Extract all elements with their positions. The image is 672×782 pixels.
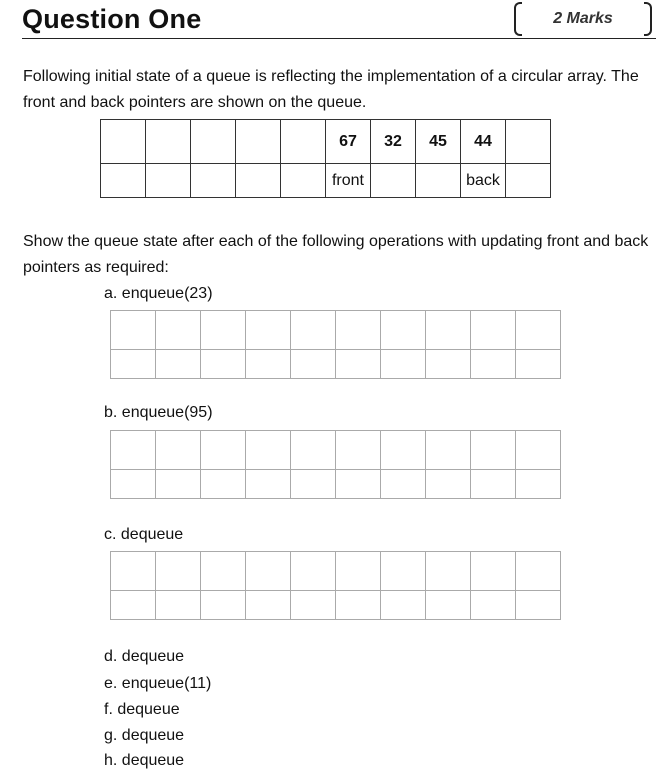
answer-cell — [471, 552, 516, 591]
answer-values-row — [111, 431, 561, 470]
answer-cell — [471, 591, 516, 620]
answer-cell — [246, 470, 291, 499]
answer-cell — [516, 591, 561, 620]
answer-cell — [111, 350, 156, 379]
queue-cell — [191, 120, 236, 164]
pointer-cell — [101, 164, 146, 198]
answer-cell — [246, 311, 291, 350]
answer-cell — [156, 591, 201, 620]
answer-cell — [516, 552, 561, 591]
answer-cell — [426, 552, 471, 591]
answer-cell — [381, 552, 426, 591]
answer-cell — [201, 552, 246, 591]
answer-cell — [201, 591, 246, 620]
queue-cell — [506, 120, 551, 164]
answer-cell — [156, 431, 201, 470]
queue-cell — [236, 120, 281, 164]
answer-cell — [336, 552, 381, 591]
answer-cell — [381, 591, 426, 620]
answer-cell — [426, 431, 471, 470]
answer-cell — [336, 350, 381, 379]
queue-cell: 45 — [416, 120, 461, 164]
answer-cell — [336, 470, 381, 499]
answer-cell — [471, 470, 516, 499]
answer-cell — [246, 431, 291, 470]
answer-cell — [426, 311, 471, 350]
answer-cell — [201, 431, 246, 470]
pointer-cell — [416, 164, 461, 198]
initial-queue-table — [100, 119, 551, 198]
pointer-cell: back — [461, 164, 506, 198]
answer-table-a — [110, 310, 561, 379]
operation-label: a. enqueue(23) — [104, 285, 213, 302]
instruction-paragraph: Show the queue state after each of the following operations with updating front and back pointers as required: — [23, 233, 649, 276]
queue-cell: 32 — [371, 120, 416, 164]
marks-badge — [514, 2, 652, 36]
answer-cell — [291, 552, 336, 591]
pointer-cell — [371, 164, 416, 198]
answer-cell — [111, 552, 156, 591]
operation-label: d. dequeue — [104, 648, 185, 665]
answer-cell — [336, 431, 381, 470]
question-title: Question One — [22, 4, 202, 34]
answer-pointers-row — [111, 591, 561, 620]
answer-cell — [381, 470, 426, 499]
answer-cell — [246, 591, 291, 620]
queue-cell — [281, 120, 326, 164]
answer-cell — [336, 311, 381, 350]
answer-cell — [516, 470, 561, 499]
answer-pointers-row — [111, 350, 561, 379]
operation-label: b. enqueue(95) — [104, 404, 213, 421]
answer-cell — [516, 311, 561, 350]
queue-cell: 67 — [326, 120, 371, 164]
queue-values-row — [101, 120, 551, 164]
answer-cell — [291, 311, 336, 350]
answer-cell — [156, 350, 201, 379]
answer-cell — [381, 311, 426, 350]
pointer-cell — [236, 164, 281, 198]
answer-cell — [111, 431, 156, 470]
answer-cell — [381, 350, 426, 379]
answer-cell — [336, 591, 381, 620]
intro-paragraph: Following initial state of a queue is reflecting the implementation of a circular array. The front and back pointers are shown on the queue. — [23, 68, 639, 111]
answer-cell — [516, 431, 561, 470]
answer-cell — [246, 350, 291, 379]
answer-cell — [156, 311, 201, 350]
answer-cell — [111, 591, 156, 620]
answer-cell — [156, 470, 201, 499]
answer-table-b — [110, 430, 561, 499]
queue-pointers-row — [101, 164, 551, 198]
queue-cell: 44 — [461, 120, 506, 164]
answer-cell — [516, 350, 561, 379]
answer-values-row — [111, 311, 561, 350]
operation-label: e. enqueue(11) — [104, 675, 212, 692]
answer-cell — [471, 350, 516, 379]
marks-label: 2 Marks — [553, 10, 613, 27]
pointer-cell — [191, 164, 236, 198]
answer-cell — [201, 470, 246, 499]
answer-cell — [426, 591, 471, 620]
answer-cell — [291, 591, 336, 620]
answer-cell — [471, 311, 516, 350]
answer-cell — [201, 311, 246, 350]
answer-cell — [111, 470, 156, 499]
answer-pointers-row — [111, 470, 561, 499]
answer-cell — [426, 350, 471, 379]
answer-cell — [291, 431, 336, 470]
pointer-cell — [146, 164, 191, 198]
operation-label: c. dequeue — [104, 526, 184, 543]
pointer-cell — [281, 164, 326, 198]
answer-cell — [246, 552, 291, 591]
title-underline — [22, 38, 656, 39]
answer-cell — [471, 431, 516, 470]
pointer-cell: front — [326, 164, 371, 198]
operation-label: f. dequeue — [104, 701, 180, 718]
answer-values-row — [111, 552, 561, 591]
right-bracket-icon — [644, 2, 652, 36]
answer-cell — [111, 311, 156, 350]
pointer-cell — [506, 164, 551, 198]
operation-label: h. dequeue — [104, 752, 185, 769]
queue-cell — [146, 120, 191, 164]
answer-cell — [156, 552, 201, 591]
queue-cell — [101, 120, 146, 164]
operation-label: g. dequeue — [104, 727, 185, 744]
answer-cell — [426, 470, 471, 499]
answer-cell — [381, 431, 426, 470]
answer-cell — [291, 350, 336, 379]
answer-cell — [291, 470, 336, 499]
answer-table-c — [110, 551, 561, 620]
answer-cell — [201, 350, 246, 379]
